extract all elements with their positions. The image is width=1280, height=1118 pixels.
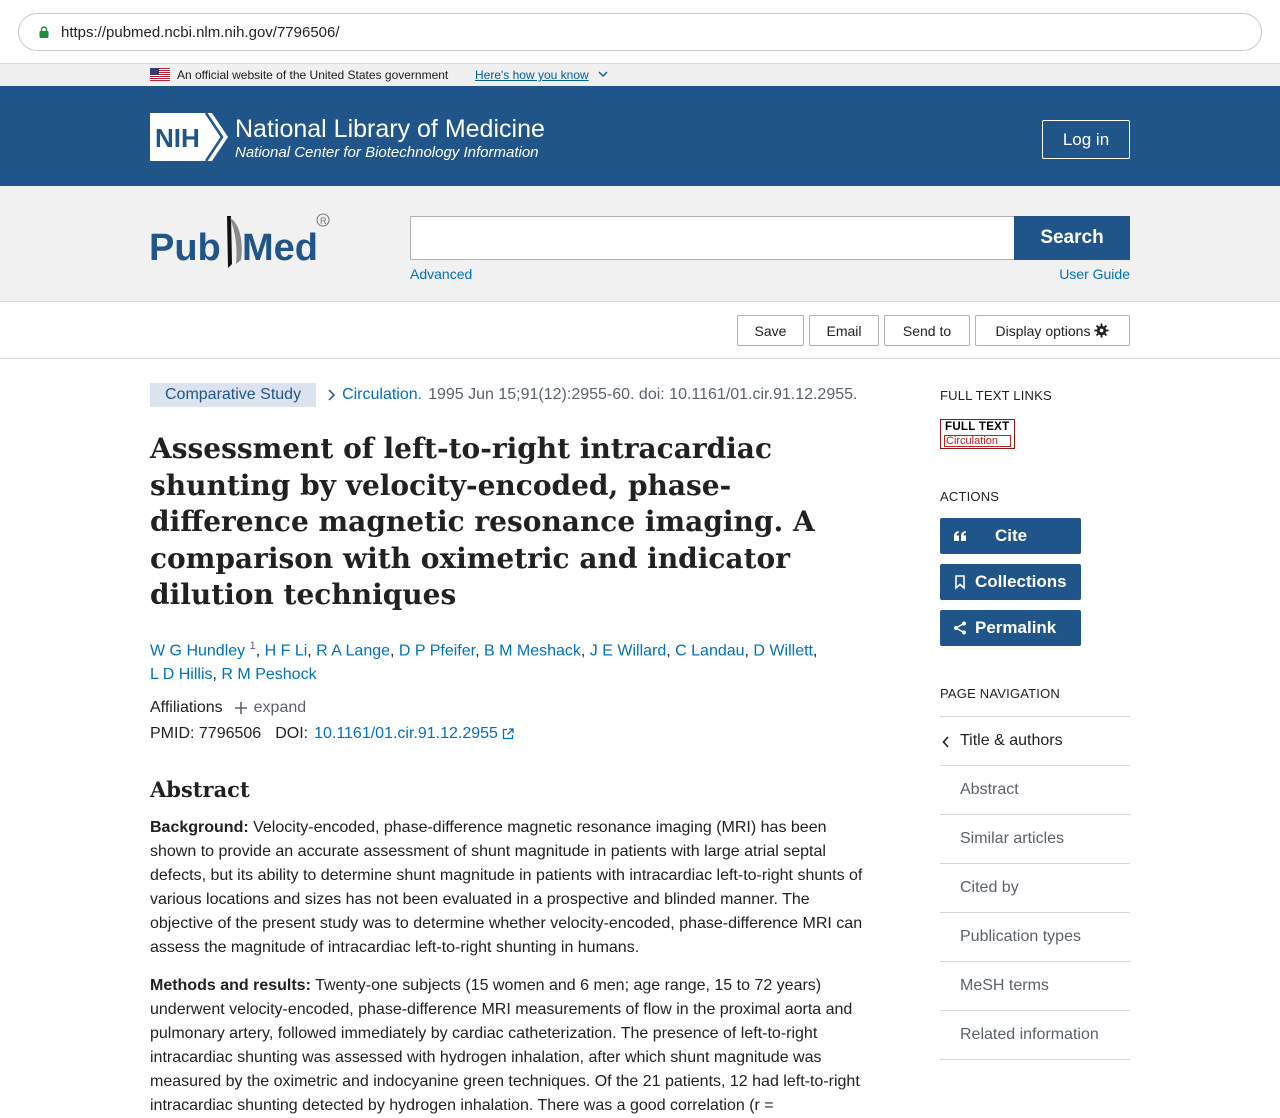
publication-type-badge[interactable]: Comparative Study (150, 383, 316, 407)
expand-label: expand (253, 698, 307, 716)
save-button[interactable]: Save (737, 315, 804, 346)
expand-affiliations-button[interactable] (235, 699, 307, 717)
background-text: Velocity-encoded, phase-difference magnetic resonance imaging (MRI) has been shown to provide an accurate assessment of shunt magnitude in patients with large atrial septal defects, but its ability to determine shunt magnitude in patients with intracardiac left-to-right shunts of various locations and sizes has not been evaluated in a prospective and blinded manner. The objective of the present study was to determine whether velocity-encoded, phase-difference MRI can assess the magnitude of intracardiac left-to-right shunting in humans. (150, 818, 863, 956)
collections-button[interactable] (940, 564, 1081, 600)
nav-title-authors[interactable] (940, 717, 1130, 766)
share-icon (953, 621, 967, 635)
author-list: W G Hundley $^1$, H F Li, R A Lange, D P Pfeifer, B M Meshack, J E Willard, C Landau, D Willett, L D Hillis, R M Peshock (150, 639, 818, 683)
search-button[interactable]: Search (1014, 216, 1130, 260)
abstract-methods (150, 974, 865, 1118)
cite-label: Cite (995, 526, 1028, 545)
article-title: Assessment of left-to-right intracardiac shunting by velocity-encoded, phase-difference magnetic resonance imaging. A comparison with oximetric and indicator dilution techniques (150, 432, 815, 611)
ncbi-subtitle: National Center for Biotechnology Information (235, 144, 539, 161)
methods-label: Methods and results: (150, 976, 311, 994)
bookmark-icon (953, 575, 967, 589)
full-text-logo-bottom: Circulation (944, 435, 1011, 447)
methods-text: Twenty-one subjects (15 women and 6 men; age range, 15 to 72 years) underwent velocity-encoded, phase-difference MRI measurements of flow in the proximal aorta and pulmonary artery, followed immediately by cardiac catheterization. The presence of left-to-right intracardiac shunting was assessed with hydrogen inhalation, after which shunt magnitude was measured by the oximetric and indocyanine green techniques. Of the 21 patients, 12 had left-to-right intracardiac shunting detected by hydrogen inhalation. There was a good correlation (r = (150, 976, 860, 1114)
url-text[interactable]: https://pubmed.ncbi.nlm.nih.gov/7796506/ (61, 24, 340, 41)
nav-label: Abstract (960, 781, 1019, 798)
chevron-right-icon (326, 389, 336, 401)
page-nav-list (940, 716, 1130, 1060)
display-options-label: Display options (995, 322, 1091, 339)
collections-label: Collections (975, 572, 1067, 591)
author-link[interactable]: W G Hundley (150, 641, 246, 659)
svg-text:R: R (320, 216, 327, 226)
author-link[interactable]: J E Willard (589, 641, 667, 659)
svg-text:Pub: Pub (149, 227, 221, 269)
gear-icon (1094, 323, 1109, 338)
author-link[interactable]: D Willett (753, 641, 813, 659)
full-text-links-heading: FULL TEXT LINKS (940, 388, 1052, 403)
affiliations-label: Affiliations (150, 698, 223, 716)
gov-banner-text: An official website of the United States government (177, 68, 449, 82)
actions-heading: ACTIONS (940, 489, 1000, 504)
nav-abstract[interactable] (940, 766, 1130, 815)
chevron-down-icon[interactable] (598, 69, 608, 79)
journal-link[interactable]: Circulation. (342, 386, 423, 403)
page-navigation-heading: PAGE NAVIGATION (940, 686, 1061, 701)
address-bar[interactable] (18, 13, 1262, 51)
author-link[interactable]: B M Meshack (483, 641, 581, 659)
nih-logo-text: NIH (155, 123, 200, 153)
external-link-icon[interactable] (502, 728, 514, 740)
lock-icon (39, 26, 49, 38)
author-link[interactable]: H F Li (264, 641, 308, 659)
search-input[interactable] (410, 216, 1015, 260)
email-button[interactable]: Email (809, 315, 879, 346)
permalink-button[interactable] (940, 610, 1081, 646)
gov-banner (0, 63, 1280, 86)
citation-line (150, 383, 870, 407)
article-main (150, 383, 870, 1118)
affiliation-number[interactable]: 1 (249, 639, 256, 652)
abstract-background (150, 816, 865, 960)
nav-label: Related information (960, 1026, 1099, 1043)
us-flag-icon (150, 68, 170, 81)
author-link[interactable]: R M Peshock (221, 665, 317, 683)
nav-label: Title & authors (960, 732, 1063, 749)
browser-chrome (0, 0, 1280, 63)
user-guide-link[interactable]: User Guide (1059, 266, 1130, 282)
nav-mesh-terms[interactable] (940, 962, 1130, 1011)
doi-label: DOI: (275, 724, 309, 742)
nav-publication-types[interactable] (940, 913, 1130, 962)
citation-details: 1995 Jun 15;91(12):2955-60. doi: 10.1161/01.cir.91.12.2955. (428, 386, 858, 403)
nlm-header (0, 86, 1280, 186)
svg-text:Med: Med (242, 227, 318, 269)
search-band (0, 186, 1280, 302)
author-link[interactable]: D P Pfeifer (398, 641, 476, 659)
article-toolbar (0, 302, 1280, 359)
pubmed-logo[interactable] (148, 210, 338, 276)
right-sidebar (940, 388, 1130, 1060)
nav-label: Publication types (960, 928, 1081, 945)
full-text-logo-top: FULL TEXT (945, 421, 1010, 433)
page-navigation (940, 686, 1130, 1060)
plus-icon (235, 702, 247, 714)
pmid: PMID: 7796506 (150, 724, 262, 742)
nav-label: MeSH terms (960, 977, 1049, 994)
nav-related-information[interactable] (940, 1011, 1130, 1060)
login-button[interactable]: Log in (1042, 120, 1130, 159)
doi-link[interactable]: 10.1161/01.cir.91.12.2955 (314, 724, 498, 742)
nav-label: Cited by (960, 879, 1019, 896)
identifiers-row (150, 725, 870, 743)
abstract-heading: Abstract (150, 776, 250, 802)
send-to-button[interactable]: Send to (884, 315, 970, 346)
quote-icon (953, 529, 967, 543)
nav-similar-articles[interactable] (940, 815, 1130, 864)
nav-cited-by[interactable] (940, 864, 1130, 913)
author-link[interactable]: C Landau (675, 641, 745, 659)
heres-how-link[interactable]: Here's how you know (475, 68, 589, 82)
advanced-search-link[interactable]: Advanced (410, 266, 473, 282)
actions-section (940, 489, 1130, 646)
chevron-left-icon (942, 736, 950, 748)
display-options-button[interactable] (975, 315, 1130, 346)
nlm-title[interactable]: National Library of Medicine (235, 115, 545, 143)
author-link[interactable]: L D Hillis (150, 665, 213, 683)
nav-label: Similar articles (960, 830, 1065, 847)
affiliations-row (150, 699, 870, 717)
nih-logo[interactable] (150, 113, 228, 161)
background-label: Background: (150, 818, 249, 836)
full-text-circulation-link[interactable] (940, 419, 1015, 449)
author-link[interactable]: R A Lange (316, 641, 391, 659)
cite-button[interactable] (940, 518, 1081, 554)
permalink-label: Permalink (975, 618, 1057, 637)
